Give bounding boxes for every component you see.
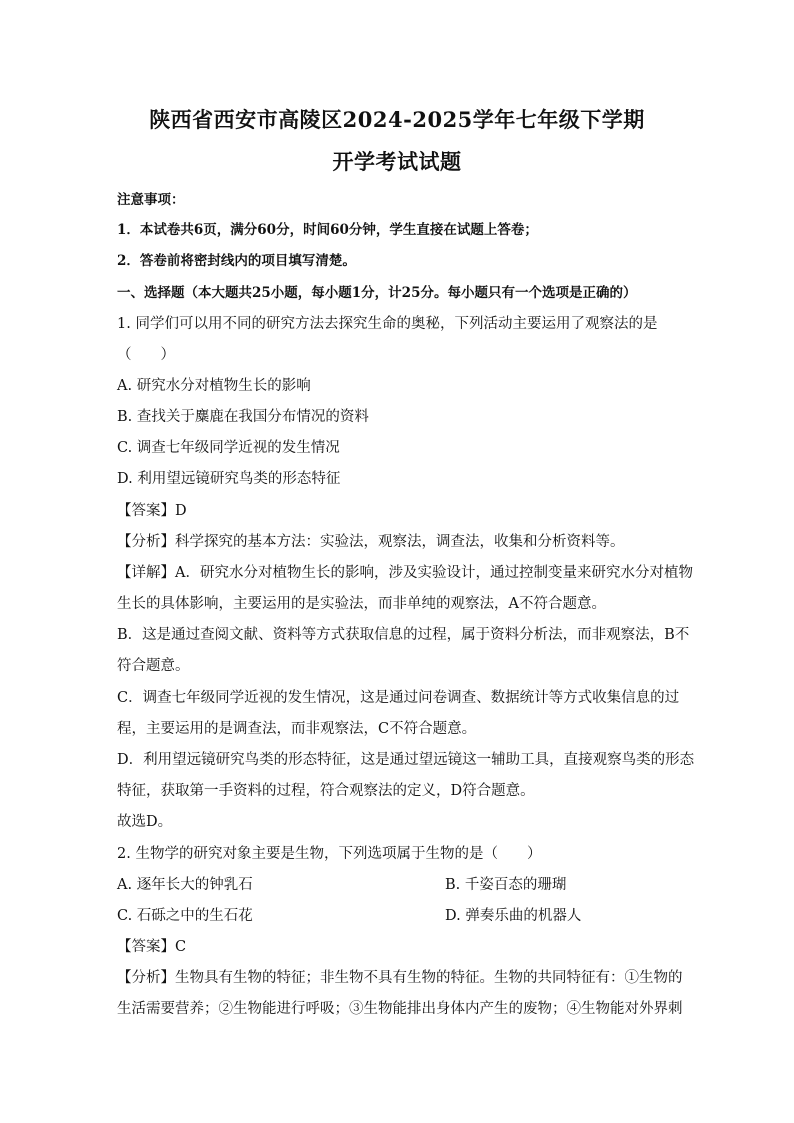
q1-detail-line-2: 生长的具体影响，主要运用的是实验法，而非单纯的观察法，A不符合题意。	[117, 596, 606, 612]
q1-detail-line-1: 【详解】A．研究水分对植物生长的影响，涉及实验设计，通过控制变量来研究水分对植物	[117, 565, 693, 581]
q1-detail-line-7: D．利用望远镜研究鸟类的形态特征，这是通过望远镜这一辅助工具，直接观察鸟类的形态	[117, 752, 695, 768]
q1-detail-line-3: B．这是通过查阅文献、资料等方式获取信息的过程，属于资料分析法，而非观察法，B不	[117, 627, 690, 643]
q1-detail-line-8: 特征，获取第一手资料的过程，符合观察法的定义，D符合题意。	[117, 783, 535, 799]
notice-heading: 注意事项：	[117, 192, 185, 208]
q2-option-b: B. 千姿百态的珊瑚	[445, 877, 567, 893]
q2-option-d: D. 弹奏乐曲的机器人	[445, 908, 582, 924]
q1-option-b: B. 查找关于麋鹿在我国分布情况的资料	[117, 409, 369, 425]
q2-option-a: A. 逐年长大的钟乳石	[117, 877, 253, 893]
q1-option-a: A. 研究水分对植物生长的影响	[117, 378, 311, 394]
q1-option-c: C. 调查七年级同学近视的发生情况	[117, 440, 340, 456]
q2-option-c: C. 石砾之中的生石花	[117, 908, 253, 924]
q2-stem: 2. 生物学的研究对象主要是生物，下列选项属于生物的是（ ）	[117, 846, 542, 862]
q2-answer: 【答案】C	[117, 939, 187, 955]
q2-analysis-line-1: 【分析】生物具有生物的特征；非生物不具有生物的特征。生物的共同特征有：①生物的	[117, 970, 683, 986]
q1-stem-cont: （ ）	[117, 347, 175, 363]
q1-option-d: D. 利用望远镜研究鸟类的形态特征	[117, 471, 341, 487]
section-heading: 一、选择题（本大题共25小题，每小题1分，计25分。每小题只有一个选项是正确的）	[117, 285, 637, 301]
q1-answer: 【答案】D	[117, 503, 187, 519]
q1-stem: 1. 同学们可以用不同的研究方法去探究生命的奥秘，下列活动主要运用了观察法的是	[117, 316, 658, 332]
q1-conclusion: 故选D。	[117, 814, 173, 830]
notice-item-1: 1．本试卷共6页，满分60分，时间60分钟，学生直接在试题上答卷；	[117, 222, 538, 238]
exam-subtitle: 开学考试试题	[332, 149, 462, 174]
q1-detail-line-6: 程，主要运用的是调查法，而非观察法，C不符合题意。	[117, 721, 477, 737]
exam-title: 陕西省西安市高陵区2024-2025学年七年级下学期	[149, 107, 645, 132]
notice-item-2: 2．答卷前将密封线内的项目填写清楚。	[117, 253, 356, 269]
q1-analysis: 【分析】科学探究的基本方法：实验法，观察法，调查法，收集和分析资料等。	[117, 534, 625, 550]
q2-analysis-line-2: 生活需要营养；②生物能进行呼吸；③生物能排出身体内产生的废物；④生物能对外界刺	[117, 1001, 683, 1017]
q1-detail-line-4: 符合题意。	[117, 658, 190, 674]
q1-detail-line-5: C．调查七年级同学近视的发生情况，这是通过问卷调查、数据统计等方式收集信息的过	[117, 690, 680, 706]
